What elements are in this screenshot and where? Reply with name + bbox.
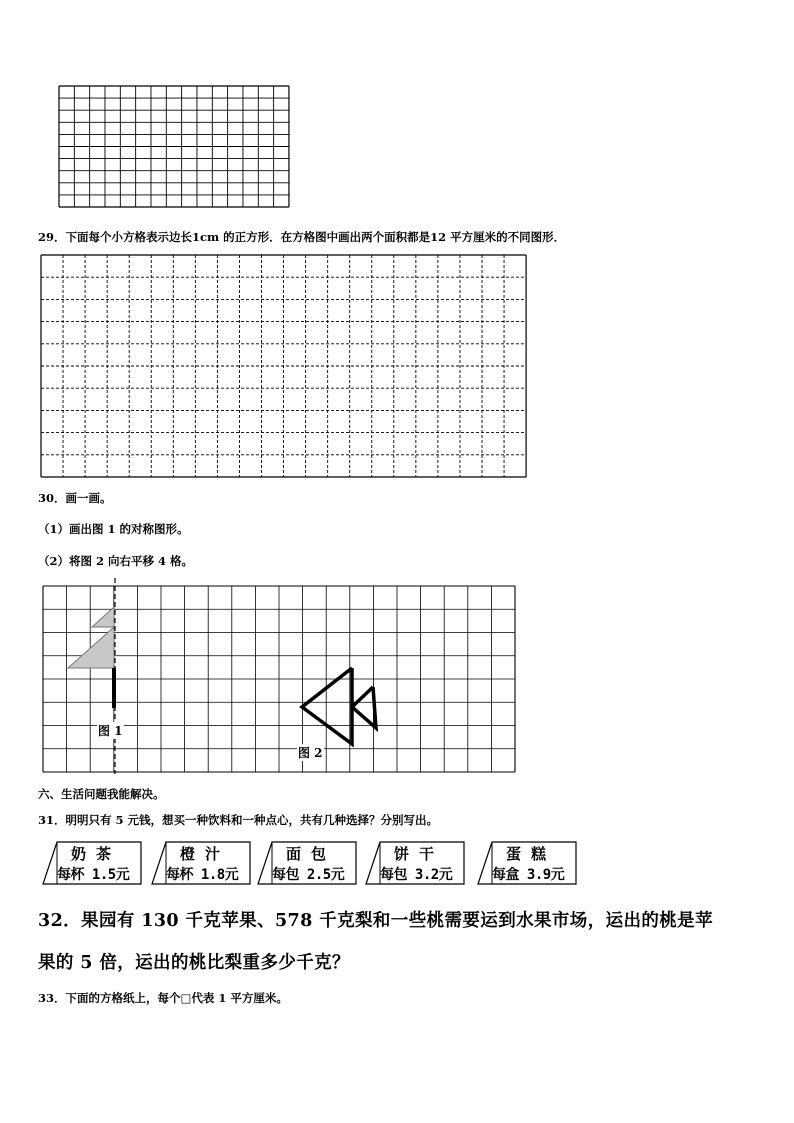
figure-1-shape [60, 578, 140, 778]
price-card-name: 蛋糕 [506, 845, 557, 863]
grid-q29-dashed [41, 255, 527, 478]
price-card-orange-juice [152, 842, 252, 884]
figure-1-upper-triangle [92, 607, 114, 627]
figure-2-small-triangle [352, 687, 376, 728]
price-card-price: 每杯 1.5元 [57, 867, 130, 883]
figure-2-large-triangle [302, 668, 352, 744]
figure-2-label: 图 2 [298, 746, 323, 760]
figure-1-lower-triangle [68, 627, 114, 668]
price-card-biscuit [366, 842, 466, 884]
question-31: 31．明明只有 5 元钱，想买一种饮料和一种点心，共有几种选择？分别写出。 [38, 813, 439, 827]
question-30-part1: （1）画出图 1 的对称图形。 [38, 522, 189, 536]
price-card-milk-tea [43, 842, 143, 884]
question-32-line2: 果的 5 倍，运出的桃比梨重多少千克？ [38, 953, 350, 973]
section-6-title: 六、生活问题我能解决。 [38, 787, 165, 801]
price-card-name: 奶茶 [71, 845, 122, 863]
price-card-name: 橙汁 [180, 845, 231, 863]
price-card-price: 每杯 1.8元 [166, 867, 239, 883]
question-29: 29．下面每个小方格表示边长1cm 的正方形．在方格图中画出两个面积都是12 平方厘米的不同图形． [38, 230, 566, 244]
question-30-title: 30．画一画。 [38, 491, 112, 505]
question-30-part2: （2）将图 2 向右平移 4 格。 [38, 554, 194, 568]
grid-top [59, 86, 291, 208]
price-card-bread [258, 842, 358, 884]
price-card-cake [478, 842, 578, 884]
question-32-line1: 32．果园有 130 千克苹果、578 千克梨和一些桃需要运到水果市场，运出的桃是苹 [38, 911, 713, 931]
question-33: 33．下面的方格纸上，每个□代表 1 平方厘米。 [38, 991, 288, 1005]
price-card-price: 每盒 3.9元 [492, 867, 565, 883]
price-card-name: 面包 [286, 845, 337, 863]
price-card-price: 每包 3.2元 [380, 867, 453, 883]
price-card-price: 每包 2.5元 [272, 867, 345, 883]
price-card-name: 饼干 [394, 845, 445, 863]
figure-1-label: 图 1 [98, 724, 123, 738]
